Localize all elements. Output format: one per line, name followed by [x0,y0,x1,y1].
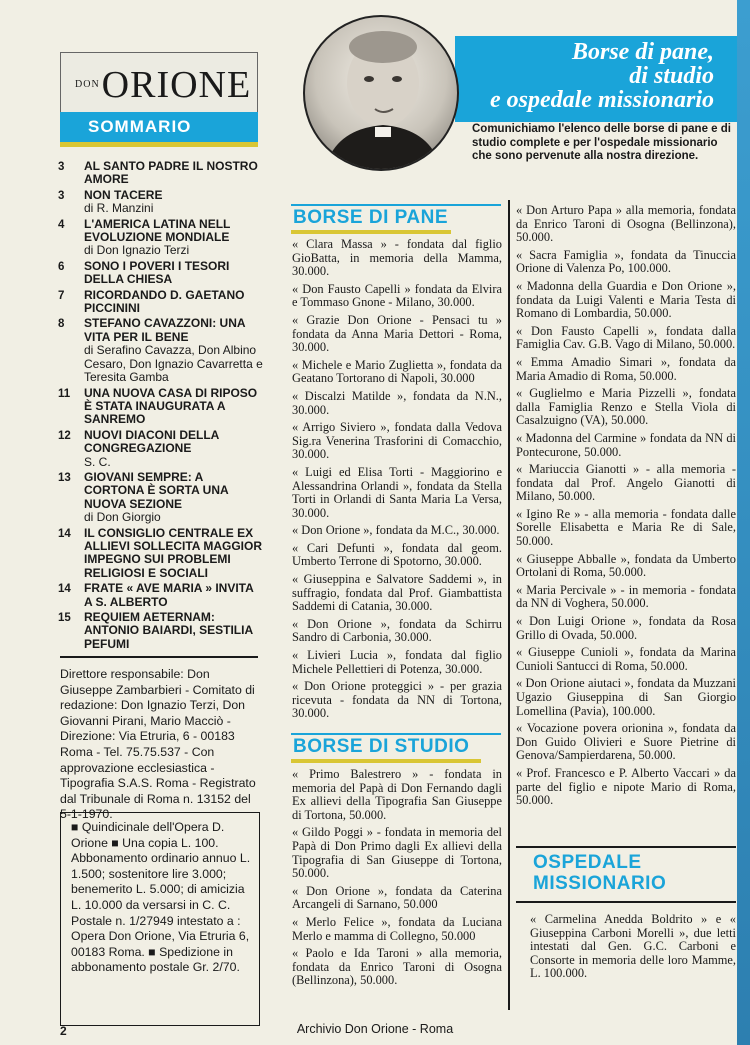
toc-body [84,160,263,187]
section-bottom-line [516,901,736,903]
sommario-header: SOMMARIO [60,112,258,142]
borse-pane-list [292,238,502,725]
toc-body [84,611,263,651]
toc-body [84,471,263,525]
fund-entry: « Giuseppe Cunioli », fondata da Marina Cunioli Santucci di Roma, 50.000. [516,645,736,673]
toc-page-number: 8 [58,318,65,331]
toc-entry [58,387,263,427]
toc-entry [58,260,263,287]
toc-body [84,260,263,287]
toc-page-number: 13 [58,471,71,484]
section-underline [291,230,451,234]
fund-entry: « Igino Re » - alla memoria - fondata dalle Sorelle Elisabetta e Maria Re di Sale, 50.000. [516,506,736,549]
fund-entry: « Don Arturo Papa » alla memoria, fondata da Enrico Taroni di Osogna (Bellinzona), 50.000. [516,203,736,245]
toc-body [84,189,263,216]
fund-entry: « Don Fausto Capelli », fondata dalla Famiglia Cav. G.B. Vago di Milano, 50.000. [516,323,736,352]
fund-entry: « Carmelina Anedda Boldrito » e « Giuseppina Carboni Morelli », due letti intestati dal Gen. G.C. Carboni e Consorte in memoria delle loro Mamme, L. 100.000. [530,912,736,981]
toc-author: S. C. [84,454,111,469]
fund-entry: « Arrigo Siviero », fondata dalla Vedova Sig.ra Venerina Trasforini di Comacchio, 30.000. [292,420,502,462]
fund-entry: « Primo Balestrero » - fondata in memoria del Papà di Don Fernando dagli Ex allievi della Tipografia San Giuseppe di Tortona, 50.000. [292,767,502,822]
fund-entry: « Giuseppina e Salvatore Saddemi », in suffragio, fondata dal Prof. Giambattista Saddemi di Catania, 30.000. [292,572,502,614]
fund-entry: « Don Orione », fondata da Schirru Sandro di Carbonia, 30.000. [292,616,502,645]
toc-title: RICORDANDO D. GAETANO PICCININI [84,287,245,316]
toc-page-number: 14 [58,583,71,596]
toc-body [84,317,263,384]
toc-entry [58,429,263,469]
toc-entry [58,582,263,609]
sommario-accent-bar [60,142,258,147]
page-spine [737,0,750,1045]
toc-body [84,582,263,609]
fund-entry: « Prof. Francesco e P. Alberto Vaccari » da parte del figlio e nipote Mario di Roma, 50.000. [516,765,736,808]
toc-title: REQUIEM AETERNAM: ANTONIO BAIARDI, SESTILIA PEFUMI [84,610,253,651]
fund-entry: « Vocazione povera orionina », fondata da Don Guido Olivieri e Suore Pietrine di Genova/Sampierdarena, 50.000. [516,721,736,763]
toc-title: IL CONSIGLIO CENTRALE EX ALLIEVI SOLLECITA MAGGIOR IMPEGNO SUI PROBLEMI RELIGIOSI E SOCIALI [84,525,262,580]
toc-title: UNA NUOVA CASA DI RIPOSO È STATA INAUGURATA A SANREMO [84,385,258,427]
divider [60,656,258,658]
section-underline [291,759,481,763]
fund-entry: « Don Orione aiutaci », fondata da Muzzani Ugazio Giuseppina di San Giorgio Lomellina (Pavia), 100.000. [516,676,736,718]
section-heading-ospedale [533,852,666,894]
toc-entry [58,471,263,525]
toc-page-number: 7 [58,289,65,302]
banner-title-line1: Borse di pane, [571,39,714,65]
fund-entry: « Giuseppe Abballe », fondata da Umberto Ortolani di Roma, 50.000. [516,551,736,580]
toc-page-number: 11 [58,387,71,400]
toc-title: NON TACERE [84,187,163,202]
toc-title: STEFANO CAVAZZONI: UNA VITA PER IL BENE [84,316,246,344]
toc-page-number: 14 [58,527,71,540]
toc-author: di Serafino Cavazza, Don Albino Cesaro, Don Ignazio Cavarretta e Teresita Gamba [84,343,263,385]
ospedale-list [530,913,736,985]
toc-entry [58,527,263,581]
fund-entry: « Guglielmo e Maria Pizzelli », fondata dalla Famiglia Renzo e Stella Viola di Casalzuigno (VA), 50.000. [516,386,736,428]
fund-entry: « Don Luigi Orione », fondata da Rosa Grillo di Ovada, 50.000. [516,614,736,642]
toc-page-number: 3 [58,161,65,173]
fund-entry: « Clara Massa » - fondata dal figlio GioBatta, in memoria della Mamma, 30.000. [292,237,502,279]
toc-page-number: 15 [58,612,71,624]
toc-body [84,218,263,258]
fund-entry: « Mariuccia Gianotti » - alla memoria - fondata dal Prof. Angelo Gianotti di Milano, 50.000. [516,462,736,504]
fund-entry: « Luigi ed Elisa Torti - Maggiorino e Alessandrina Orlandi », fondata da Stella Torti in Orlandi di Santa Maria La Versa, 30.000. [292,464,502,520]
toc-title: GIOVANI SEMPRE: A CORTONA È SORTA UNA NUOVA SEZIONE [84,469,229,511]
ospedale-heading-line2: MISSIONARIO [533,873,667,894]
banner-title [414,40,714,112]
section-heading-borse-pane: BORSE DI PANE [293,207,449,228]
section-top-line [291,204,501,206]
subscription-notice [60,812,260,1026]
fund-entry: « Gildo Poggi » - fondata in memoria del Papà di Don Primo dagli Ex allievi della Tipografia di San Giuseppe di Tortona, 50.000. [292,825,502,881]
toc-page-number: 4 [58,218,65,231]
fund-entry: « Michele e Mario Zuglietta », fondata da Geatano Tortorano di Napoli, 30.000 [292,357,502,386]
borse-studio-list [292,768,502,992]
subscription-text: ■ Quindicinale dell'Opera D. Orione ■ Una copia L. 100. Abbonamento ordinario annuo L. 1.500; sostenitore lire 3.000; benemerito L. 5.000; di amicizia L. 10.000 da versarsi in C. C. Postale n. 1/27949 intestato a : Opera Don Orione, Via Etruria 6, 00183 Roma. ■ Spedizione in abbonamento postale Gr. 2/70. [71,820,251,975]
toc-title: FRATE « AVE MARIA » INVITA A S. ALBERTO [84,581,254,609]
fund-entry: « Discalzi Matilde », fondata da N.N., 30.000. [292,388,502,417]
fund-entry: « Don Orione proteggici » - per grazia ricevuta - fondata da NN di Tortona, 30.000. [292,679,502,721]
toc-title: NUOVI DIACONI DELLA CONGREGAZIONE [84,427,219,456]
toc-body [84,527,263,581]
fund-entry: « Madonna del Carmine » fondata da NN di Pontecurone, 50.000. [516,430,736,459]
fund-entry: « Livieri Lucia », fondata dal figlio Michele Pellettieri di Potenza, 30.000. [292,648,502,676]
toc-body [84,289,263,316]
toc-entry [58,611,263,651]
toc-page-number: 12 [58,429,71,442]
fund-entry: « Maria Percivale » - in memoria - fondata da NN di Voghera, 50.000. [516,582,736,611]
toc-title: L'AMERICA LATINA NELL EVOLUZIONE MONDIALE [84,216,231,245]
masthead [60,52,258,112]
toc-body [84,387,263,427]
masthead-prefix: DON [75,79,100,90]
banner-title-line3: e ospedale missionario [489,87,714,113]
section-top-line [291,733,501,735]
fund-entry: « Grazie Don Orione - Pensaci tu » fondata da Anna Maria Dettori - Roma, 30.000. [292,312,502,355]
toc-entry [58,289,263,316]
toc-page-number: 6 [58,260,65,273]
toc-author: di R. Manzini [84,201,154,216]
editorial-staff: Direttore responsabile: Don Giuseppe Zambarbieri - Comitato di redazione: Don Ignazio Terzi, Don Giovanni Pirani, Mario Macciò - Direzione: Via Etruria, 6 - 00183 Roma - Tel. 75.75.537 - Con approvazione ecclesiastica - Tipografia S.A.S. Roma - Registrato dal Tribunale di Roma n. 13152 del 5-1-1970. [60,667,256,822]
fund-entry: « Sacra Famiglia », fondata da Tinuccia Orione di Valenza Po, 100.000. [516,247,736,276]
ospedale-heading-line1: OSPEDALE [533,852,642,873]
fund-entry: « Emma Amadio Simari », fondata da Maria Amadio di Roma, 50.000. [516,354,736,383]
page-number: 2 [60,1024,67,1038]
fund-entry: « Don Fausto Capelli » fondata da Elvira e Tommaso Gnone - Milano, 30.000. [292,281,502,310]
fund-entry: « Don Orione », fondata da Caterina Arcangeli di Sarnano, 50.000 [292,883,502,912]
fund-entry: « Cari Defunti », fondata dal geom. Umberto Terrone di Spotorno, 30.000. [292,540,502,569]
banner-title-line2: di studio [629,63,714,89]
section-top-line [516,846,736,848]
column-divider [508,200,510,1010]
fund-entry: « Madonna della Guardia e Don Orione », fondata da Luigi Valenti e Maria Testa di Romano di Lombardia, 50.000. [516,278,736,321]
toc-author: di Don Giorgio [84,510,161,525]
fund-entry: « Paolo e Ida Taroni » alla memoria, fondata da Enrico Taroni di Osogna (Bellinzona), 50.000. [292,946,502,988]
toc-author: di Don Ignazio Terzi [84,243,190,258]
toc-entry [58,317,263,384]
toc-entry [58,160,263,187]
archive-footer: Archivio Don Orione - Roma [296,1022,454,1036]
toc-page-number: 3 [58,189,65,202]
fund-entry: « Merlo Felice », fondata da Luciana Merlo e mamma di Collegno, 50.000 [292,914,502,943]
borse-continued-list [516,204,736,812]
toc-entry [58,218,263,258]
fund-entry: « Don Orione », fondata da M.C., 30.000. [292,523,500,538]
toc-entry [58,189,263,216]
toc-title: SONO I POVERI I TESORI DELLA CHIESA [84,258,230,287]
toc-body [84,429,263,469]
section-heading-borse-studio: BORSE DI STUDIO [293,736,470,757]
table-of-contents [58,160,263,653]
masthead-title: ORIONE [101,64,252,106]
toc-title: AL SANTO PADRE IL NOSTRO AMORE [84,159,258,187]
intro-text: Comunichiamo l'elenco delle borse di pane e di studio complete e per l'ospedale missionario che sono pervenute alla nostra direzione. [472,123,731,162]
